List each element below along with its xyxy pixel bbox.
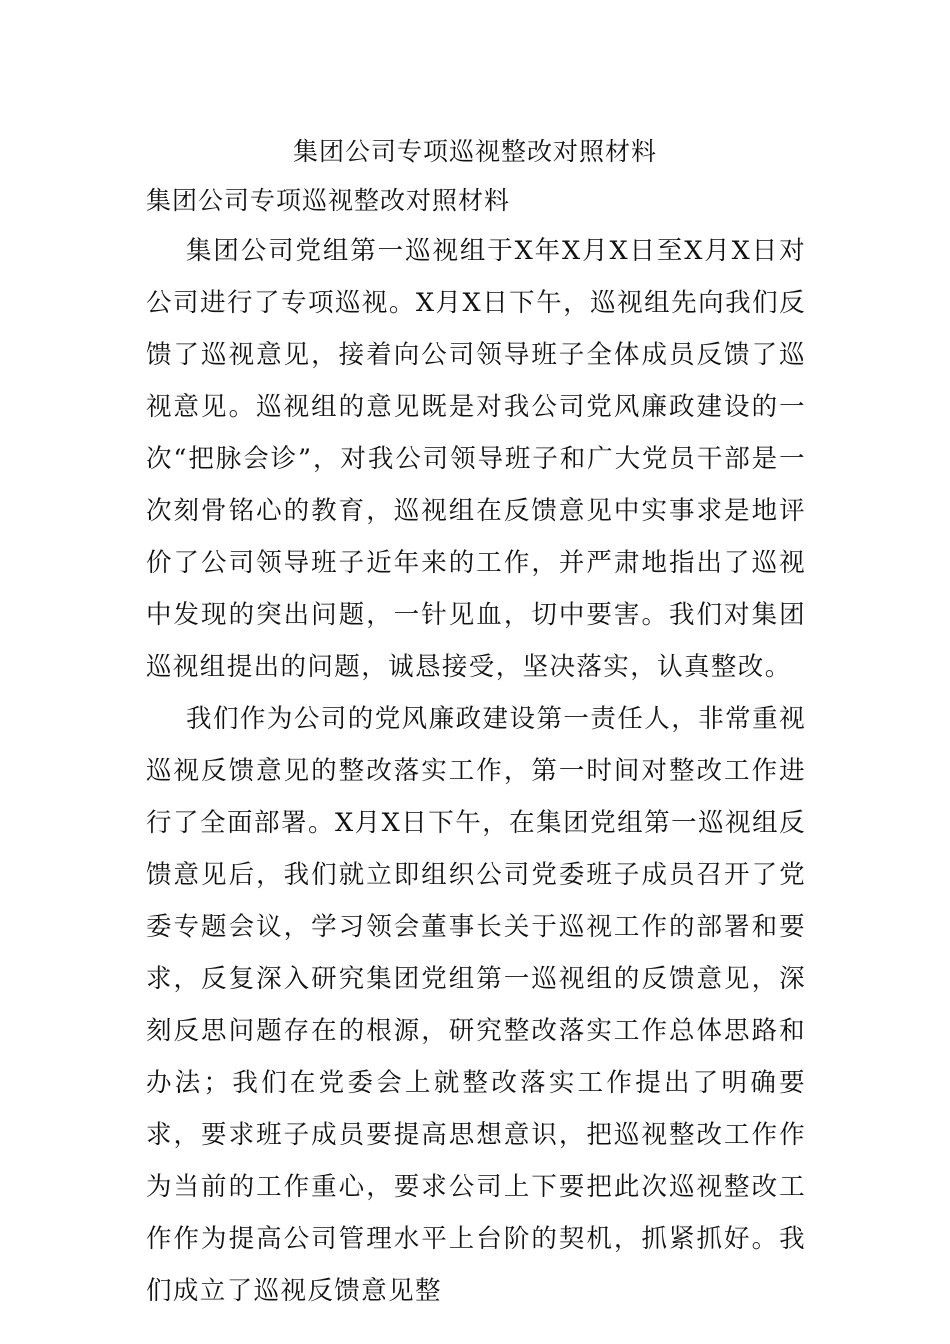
body-paragraph: 我们作为公司的党风廉政建设第一责任人，非常重视巡视反馈意见的整改落实工作，第一时间对整改工作进行了全面部署。X月X日下午，在集团党组第一巡视组反馈意见后，我们就立即组织公司党委班子成员召开了党委专题会议，学习领会董事长关于巡视工作的部署和要求，反复深入研究集团党组第一巡视组的反馈意见，深刻反思问题存在的根源，研究整改落实工作总体思路和办法；我们在党委会上就整改落实工作提出了明确要求，要求班子成员要提高思想意识，把巡视整改工作作为当前的工作重心，要求公司上下要把此次巡视整改工作作为提高公司管理水平上台阶的契机，抓紧抓好。我们成立了巡视反馈意见整 xyxy=(146,704,806,1306)
body-paragraph: 集团公司党组第一巡视组于X年X月X日至X月X日对公司进行了专项巡视。X月X日下午，巡视组先向我们反馈了巡视意见，接着向公司领导班子全体成员反馈了巡视意见。巡视组的意见既是对我公司党风廉政建设的一次“把脉会诊”，对我公司领导班子和广大党员干部是一次刻骨铭心的教育，巡视组在反馈意见中实事求是地评价了公司领导班子近年来的工作，并严肃地指出了巡视中发现的突出问题，一针见血，切中要害。我们对集团巡视组提出的问题，诚恳接受，坚决落实，认真整改。 xyxy=(146,236,806,682)
document-subtitle: 集团公司专项巡视整改对照材料 xyxy=(146,186,511,215)
document-body xyxy=(146,225,806,1317)
document-title: 集团公司专项巡视整改对照材料 xyxy=(292,137,657,166)
